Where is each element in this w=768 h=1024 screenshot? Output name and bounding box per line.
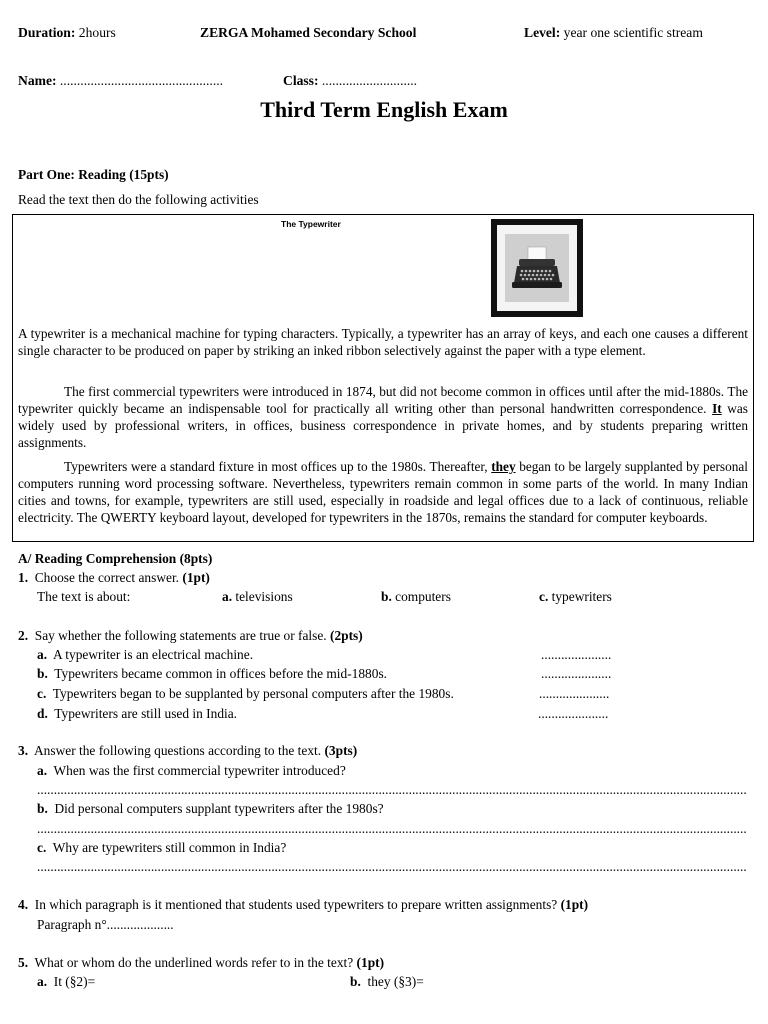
q2-c-text: Typewriters began to be supplanted by personal computers after the 1980s.	[52, 686, 454, 701]
question-3	[18, 743, 357, 759]
q5-pts: (1pt)	[356, 955, 385, 970]
question-1	[18, 570, 210, 586]
duration-value: 2hours	[75, 25, 116, 40]
q5-b-label: b.	[350, 974, 361, 989]
q1-pts: (1pt)	[182, 570, 210, 585]
paragraph-3	[18, 458, 748, 526]
q3-a-answer-line[interactable]: ....................................................................................................................................................................................................................	[37, 782, 747, 797]
q2-c-label: c.	[37, 686, 47, 701]
q3-pts: (3pts)	[324, 743, 358, 758]
q2-a-label: a.	[37, 647, 48, 662]
reading-text-box	[12, 214, 754, 542]
q2-num: 2.	[18, 628, 29, 643]
question-5	[18, 955, 384, 971]
q3-item-b	[37, 801, 384, 817]
paragraph-2-text-a: The first commercial typewriters were introduced in 1874, but did not become common in offices until after the mid-1880s. The typewriter quickly became an indispensable tool for practically all writing other than personal handwritten correspondence.	[18, 384, 748, 416]
q1-option-c[interactable]	[539, 589, 612, 605]
q3-text: Answer the following questions according to the text.	[34, 743, 325, 758]
paragraph-2	[18, 383, 748, 451]
q2-a-answer[interactable]: .....................	[541, 647, 612, 662]
q3-num: 3.	[18, 743, 29, 758]
q2-d-text: Typewriters are still used in India.	[54, 706, 238, 721]
q3-a-label: a.	[37, 763, 48, 778]
q5-item-a[interactable]	[37, 974, 95, 990]
paragraph-2-text-b: was widely used by professional writers, in offices, business correspondence in private homes, and by students preparing written assignments.	[18, 401, 748, 450]
q1-stem: The text is about:	[37, 589, 131, 604]
class-field[interactable]	[283, 73, 417, 89]
class-dots: ............................	[318, 73, 418, 88]
q3-item-c	[37, 840, 286, 856]
section-a-heading: A/ Reading Comprehension (8pts)	[18, 551, 213, 566]
q3-b-label: b.	[37, 801, 48, 816]
level-value: year one scientific stream	[560, 25, 703, 40]
school-name: ZERGA Mohamed Secondary School	[200, 25, 417, 40]
q2-b-label: b.	[37, 666, 48, 681]
duration-label: Duration:	[18, 25, 76, 40]
q5-a-text: It (§2)=	[50, 974, 96, 989]
q5-a-label: a.	[37, 974, 48, 989]
q1-a-label: a.	[222, 589, 233, 604]
name-field[interactable]	[18, 73, 223, 89]
q2-pts: (2pts)	[330, 628, 363, 643]
q1-num: 1.	[18, 570, 29, 585]
q1-c-label: c.	[539, 589, 549, 604]
paragraph-3-text-a: Typewriters were a standard fixture in most offices up to the 1980s. Thereafter,	[64, 459, 492, 474]
q3-c-label: c.	[37, 840, 47, 855]
paragraph-1: A typewriter is a mechanical machine for typing characters. Typically, a typewriter has an array of keys, and each one causes a different single character to be produced on paper by striking an inked ribbon selectively against the paper with a type element.	[18, 326, 748, 358]
level-label: Level:	[524, 25, 561, 40]
q2-a-text: A typewriter is an electrical machine.	[53, 647, 254, 662]
question-2	[18, 628, 363, 644]
name-dots: ................................................	[56, 73, 224, 88]
q5-num: 5.	[18, 955, 29, 970]
q2-item-c	[37, 686, 454, 702]
q2-b-answer[interactable]: .....................	[541, 666, 612, 681]
level	[524, 25, 703, 41]
name-label: Name:	[18, 73, 57, 88]
q2-c-answer[interactable]: .....................	[539, 686, 610, 701]
typewriter-icon	[497, 225, 577, 311]
q2-item-b	[37, 666, 387, 682]
q3-c-answer-line[interactable]: ....................................................................................................................................................................................................................	[37, 859, 747, 874]
q3-c-text: Why are typewriters still common in India?	[52, 840, 287, 855]
paragraph-3-text-b: began to be largely supplanted by personal computers running word processing software. Nevertheless, typewriters remain common in some parts of the world. In many Indian cities and towns, for example, typewriters are still used, especially in roadside and legal offices due to a lack of continuous, reliable electricity. The QWERTY keyboard layout, developed for typewriters in the 1870s, remains the standard for computer keyboards.	[18, 459, 749, 525]
q1-c-text: typewriters	[548, 589, 612, 604]
q1-text: Choose the correct answer.	[34, 570, 183, 585]
q1-b-label: b.	[381, 589, 392, 604]
text-title: The Typewriter	[281, 219, 341, 229]
q3-a-text: When was the first commercial typewriter introduced?	[53, 763, 346, 778]
exam-title: Third Term English Exam	[260, 97, 508, 122]
q2-d-label: d.	[37, 706, 48, 721]
q3-b-text: Did personal computers supplant typewriters after the 1980s?	[54, 801, 384, 816]
q2-item-a	[37, 647, 253, 663]
duration	[18, 25, 116, 41]
class-label: Class:	[283, 73, 319, 88]
part-one-heading: Part One: Reading (15pts)	[18, 167, 169, 182]
q4-text: In which paragraph is it mentioned that students used typewriters to prepare written assignments?	[34, 897, 561, 912]
question-4	[18, 897, 588, 913]
part-one-instruction: Read the text then do the following activities	[18, 192, 259, 207]
q4-pts: (1pt)	[560, 897, 589, 912]
q1-b-text: computers	[391, 589, 451, 604]
underlined-it: It	[712, 401, 722, 416]
q3-b-answer-line[interactable]: ....................................................................................................................................................................................................................	[37, 821, 747, 836]
q2-d-answer[interactable]: .....................	[538, 706, 609, 721]
q1-a-text: televisions	[232, 589, 293, 604]
q5-text: What or whom do the underlined words refer to in the text?	[34, 955, 357, 970]
typewriter-image	[491, 219, 583, 317]
q4-answer[interactable]: Paragraph n°....................	[37, 917, 174, 932]
underlined-they: they	[491, 459, 516, 474]
q2-b-text: Typewriters became common in offices before the mid-1880s.	[54, 666, 387, 681]
q3-item-a	[37, 763, 346, 779]
q1-option-b[interactable]	[381, 589, 451, 605]
q2-text: Say whether the following statements are true or false.	[34, 628, 330, 643]
q5-item-b[interactable]	[350, 974, 424, 990]
q5-b-text: they (§3)=	[364, 974, 424, 989]
q1-option-a[interactable]	[222, 589, 293, 605]
q4-num: 4.	[18, 897, 29, 912]
q2-item-d	[37, 706, 237, 722]
